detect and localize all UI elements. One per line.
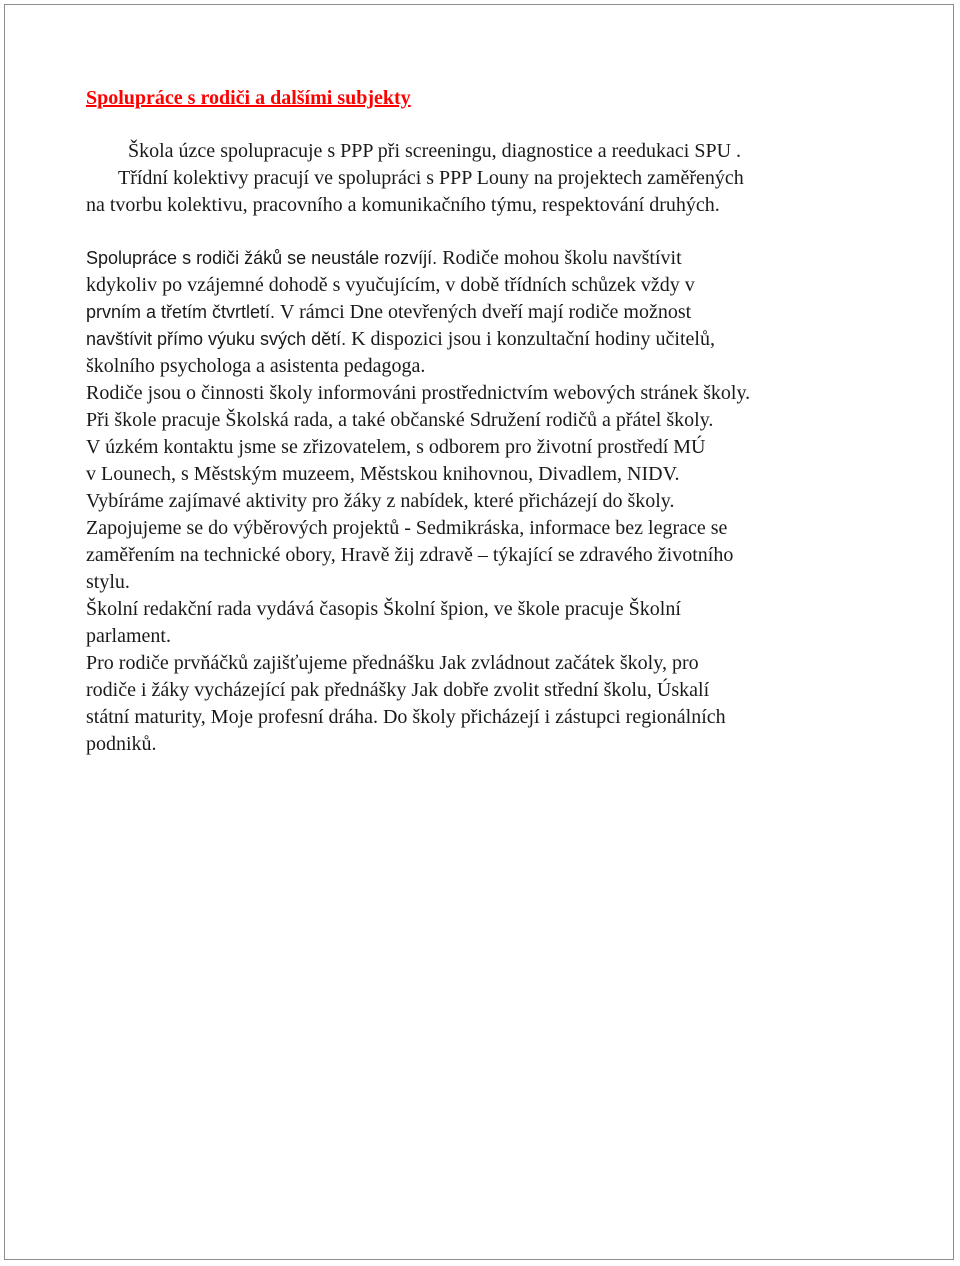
parents-text-sans: navštívit přímo výuku svých dětí.: [86, 329, 352, 349]
paragraph-gap: [86, 219, 886, 245]
intro-paragraph: [86, 138, 886, 219]
body-line: Při škole pracuje Školská rada, a také občanské Sdružení rodičů a přátel školy.: [86, 409, 714, 431]
body-line: Vybíráme zajímavé aktivity pro žáky z nabídek, které přicházejí do školy.: [86, 490, 675, 512]
parents-line: kdykoliv po vzájemné dohodě s vyučujícím, v době třídních schůzek vždy v: [86, 274, 695, 296]
body-line: zaměřením na technické obory, Hravě žij zdravě – týkající se zdravého životního: [86, 544, 734, 566]
body-line: rodiče i žáky vycházející pak přednášky Jak dobře zvolit střední školu, Úskalí: [86, 679, 710, 701]
parents-paragraph: [86, 245, 886, 380]
body-line: Rodiče jsou o činnosti školy informováni prostřednictvím webových stránek školy.: [86, 382, 751, 404]
body-line: V úzkém kontaktu jsme se zřizovatelem, s odborem pro životní prostředí MÚ: [86, 436, 706, 458]
body-line: státní maturity, Moje profesní dráha. Do školy přicházejí i zástupci regionálních: [86, 706, 726, 728]
body-paragraph: [86, 380, 886, 758]
parents-text-serif: V rámci Dne otevřených dveří mají rodiče možnost: [280, 301, 692, 323]
section-heading: Spolupráce s rodiči a dalšími subjekty: [86, 87, 411, 109]
parents-text-serif: Rodiče mohou školu navštívit: [442, 247, 682, 269]
parents-text-sans: prvním a třetím čtvrtletí.: [86, 302, 281, 322]
intro-line: Škola úzce spolupracuje s PPP při screeningu, diagnostice a reedukaci SPU .: [128, 140, 742, 162]
body-line: Zapojujeme se do výběrových projektů - Sedmikráska, informace bez legrace se: [86, 517, 728, 539]
body-line: Pro rodiče prvňáčků zajišťujeme přednášku Jak zvládnout začátek školy, pro: [86, 652, 699, 674]
body-line: v Lounech, s Městským muzeem, Městskou knihovnou, Divadlem, NIDV.: [86, 463, 680, 485]
intro-line: na tvorbu kolektivu, pracovního a komunikačního týmu, respektování druhých.: [86, 194, 720, 216]
body-line: parlament.: [86, 625, 171, 647]
parents-text-sans: Spolupráce s rodiči žáků se neustále rozvíjí.: [86, 248, 443, 268]
parents-text-serif: K dispozici jsou i konzultační hodiny učitelů,: [351, 328, 715, 350]
body-line: podniků.: [86, 733, 157, 755]
document-page: [4, 4, 954, 1260]
document-content: [86, 85, 886, 758]
body-line: stylu.: [86, 571, 130, 593]
body-line: Školní redakční rada vydává časopis Školní špion, ve škole pracuje Školní: [86, 598, 681, 620]
intro-line: Třídní kolektivy pracují ve spolupráci s PPP Louny na projektech zaměřených: [118, 167, 744, 189]
parents-line: školního psychologa a asistenta pedagoga.: [86, 355, 426, 377]
